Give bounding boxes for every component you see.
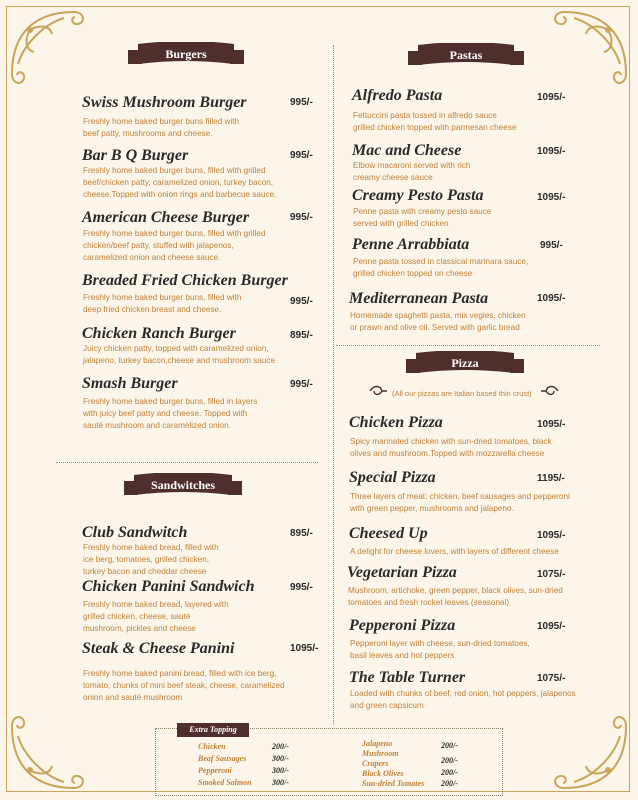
topping-name-smoked-salmon: Smoked Salmon (198, 778, 252, 787)
item-price-breaded-fried-chicken-burger: 995/- (290, 296, 313, 307)
item-name-breaded-fried-chicken-burger: Breaded Fried Chicken Burger (82, 272, 288, 289)
extra-topping-heading: Extra Topping (177, 723, 249, 737)
pastas-heading: Pastas (449, 48, 483, 62)
item-name-swiss-mushroom-burger: Swiss Mushroom Burger (82, 94, 247, 111)
sandwitches-heading: Sandwitches (150, 478, 215, 492)
item-desc-american-cheese-burger: Freshly home baked burger buns, filled with grilled chicken/beef patty, stuffed with jalapenos, caramelized onion and cheese sauce. (83, 229, 266, 262)
item-desc-vegetarian-pizza: Mushroom, artichoke, green pepper, black olives, sun-dried tomatoes and fresh rocket leaves (seasonal) (348, 586, 563, 607)
item-price-club-sandwitch: 895/- (290, 528, 313, 539)
topping-name-crapers: Crapers (362, 759, 389, 768)
item-price-the-table-turner: 1075/- (537, 673, 566, 684)
item-desc-penne-arrabbiata: Penne pasta tossed in classical marinara sauce, grilled chicken topped on cheese (353, 257, 529, 278)
item-price-penne-arrabbiata: 995/- (540, 240, 563, 251)
corner-ornament-top-right-icon (544, 4, 634, 94)
topping-name-sun-dried-tomates: Sun-dried Tomates (362, 779, 425, 788)
item-desc-mac-and-cheese: Elbow macaroni served with rich creamy cheese sauce (353, 161, 471, 182)
item-name-pepperoni-pizza: Pepperoni Pizza (349, 617, 456, 634)
item-price-swiss-mushroom-burger: 995/- (290, 97, 313, 108)
item-name-cheesed-up: Cheesed Up (349, 525, 428, 542)
flourish-left-icon (368, 384, 388, 398)
item-desc-alfredo-pasta: Fettuccini pasta tossed in alfredo sauce grilled chicken topped with parmesan cheese (353, 111, 517, 132)
topping-price-pepperoni: 300/- (272, 766, 289, 775)
item-price-mac-and-cheese: 1095/- (537, 146, 566, 157)
corner-ornament-bottom-right-icon (544, 706, 634, 796)
item-desc-smash-burger: Freshly home baked burger buns, filled in layers with juicy beef patty and cheese. Topped with sauté mushroom and caramelized onion. (83, 397, 258, 430)
item-desc-the-table-turner: Loaded with chunks of beef, red onion, hot peppers, jalapenos and green capsicum (350, 689, 576, 710)
item-name-bar-b-q-burger: Bar B Q Burger (82, 147, 189, 164)
item-desc-breaded-fried-chicken-burger: Freshly home baked burger buns, filled with deep fried chicken breast and cheese. (83, 293, 242, 314)
item-price-creamy-pesto-pasta: 1095/- (537, 192, 566, 203)
topping-name-beaf-sausages: Beaf Sausages (198, 754, 247, 763)
item-name-chicken-pizza: Chicken Pizza (349, 414, 443, 431)
item-desc-cheesed-up: A delight for cheese lovers, with layers of different cheese (350, 547, 559, 556)
topping-price-sun-dried-tomates: 200/- (441, 779, 458, 788)
item-price-cheesed-up: 1095/- (537, 530, 566, 541)
item-price-vegetarian-pizza: 1075/- (537, 569, 566, 580)
topping-price-beaf-sausages: 300/- (272, 754, 289, 763)
item-price-alfredo-pasta: 1095/- (537, 92, 566, 103)
topping-name-black-olives: Black Olives (362, 769, 404, 778)
sandwitches-banner (124, 473, 242, 499)
section-divider-left (56, 462, 318, 463)
item-price-special-pizza: 1195/- (537, 473, 565, 484)
topping-price-chicken: 200/- (272, 742, 289, 751)
item-price-mediterranean-pasta: 1095/- (537, 293, 566, 304)
topping-price-smoked-salmon: 300/- (272, 778, 289, 787)
item-desc-chicken-pizza: Spicy marinated chicken with sun-dried tomatoes, black olives and mushroom.Topped with mozzarella cheese (350, 437, 552, 458)
corner-ornament-top-left-icon (4, 4, 94, 94)
item-name-special-pizza: Special Pizza (349, 469, 436, 486)
item-desc-chicken-ranch-burger: Juicy chicken patty, topped with caramelized onion, jalapeno, turkey bacon,cheese and mushroom sauce (83, 344, 276, 365)
item-desc-creamy-pesto-pasta: Penne pasta with creamy pesto sauce served with grilled chicken (353, 207, 492, 228)
item-name-american-cheese-burger: American Cheese Burger (82, 209, 250, 226)
item-name-steak-cheese-panini: Steak & Cheese Panini (82, 640, 235, 657)
item-name-smash-burger: Smash Burger (82, 375, 178, 392)
item-desc-special-pizza: Three layers of meat: chicken, beef sausages and pepperoni with green pepper, mushrooms and jalapeno. (350, 492, 570, 513)
item-name-mac-and-cheese: Mac and Cheese (352, 142, 462, 159)
pastas-banner (408, 43, 524, 69)
corner-ornament-bottom-left-icon (4, 706, 94, 796)
item-desc-mediterranean-pasta: Homemade spaghetti pasta, mix vegies, chicken or prawn and olive oil. Served with garlic bread (350, 311, 526, 332)
topping-price-black-olives: 200/- (441, 768, 458, 777)
topping-name-pepperoni: Pepperoni (198, 766, 232, 775)
pizza-heading: Pizza (451, 356, 479, 370)
section-divider-right (336, 345, 600, 346)
burgers-banner (128, 42, 244, 68)
item-name-the-table-turner: The Table Turner (349, 669, 466, 686)
item-desc-chicken-panini-sandwich: Freshly home baked bread, layered with grilled chicken, cheese, sauté mushroom, pickles and cheese (83, 600, 229, 633)
item-name-chicken-panini-sandwich: Chicken Panini Sandwich (82, 578, 255, 595)
item-name-penne-arrabbiata: Penne Arrabbiata (352, 236, 470, 253)
item-price-chicken-pizza: 1095/- (537, 419, 566, 430)
item-price-chicken-ranch-burger: 895/- (290, 330, 313, 341)
item-name-vegetarian-pizza: Vegetarian Pizza (347, 564, 457, 581)
column-divider (333, 45, 334, 725)
item-name-creamy-pesto-pasta: Creamy Pesto Pasta (352, 187, 484, 204)
item-desc-steak-cheese-panini: Freshly home baked panini bread, filled with ice berg, tomato, chunks of mini beef steak, cheese, caramelized onion and sauté mushroom (83, 669, 285, 702)
item-name-alfredo-pasta: Alfredo Pasta (352, 87, 443, 104)
pizza-note: (All our pizzas are Italian based thin crust) (392, 389, 532, 398)
item-name-mediterranean-pasta: Mediterranean Pasta (349, 290, 489, 307)
item-desc-club-sandwitch: Freshly home baked bread, filled with ice berg, tomatoes, grilled chicken, turkey bacon and cheddar cheese (83, 543, 219, 576)
item-desc-swiss-mushroom-burger: Freshly home baked burger buns filled with beef patty, mushrooms and cheese. (83, 117, 240, 138)
topping-price-jalapeno: 200/- (441, 741, 458, 750)
burgers-heading: Burgers (165, 47, 207, 61)
item-desc-pepperoni-pizza: Pepperoni layer with cheese, sun-dried tomatoes, basil leaves and hot peppers (350, 639, 530, 660)
item-price-pepperoni-pizza: 1095/- (537, 621, 566, 632)
item-price-chicken-panini-sandwich: 995/- (290, 582, 313, 593)
topping-name-chicken: Chicken (198, 742, 226, 751)
item-price-bar-b-q-burger: 995/- (290, 150, 313, 161)
flourish-right-icon (540, 384, 560, 398)
item-price-smash-burger: 995/- (290, 379, 313, 390)
item-desc-bar-b-q-burger: Freshly home baked burger buns, filled with grilled beef/chicken patty, caramelized onion, turkey bacon, cheese.Topped with onion rings and barbecue sauce. (83, 166, 277, 199)
item-name-club-sandwitch: Club Sandwitch (82, 524, 188, 541)
item-name-chicken-ranch-burger: Chicken Ranch Burger (82, 325, 236, 342)
item-price-steak-cheese-panini: 1095/- (290, 643, 319, 654)
pizza-banner (406, 351, 524, 377)
item-price-american-cheese-burger: 995/- (290, 212, 313, 223)
topping-name-jalapeno: Jalapeno (362, 739, 393, 748)
topping-price-crapers: 200/- (441, 756, 458, 765)
topping-name-mushroom: Mushroom (362, 749, 399, 758)
